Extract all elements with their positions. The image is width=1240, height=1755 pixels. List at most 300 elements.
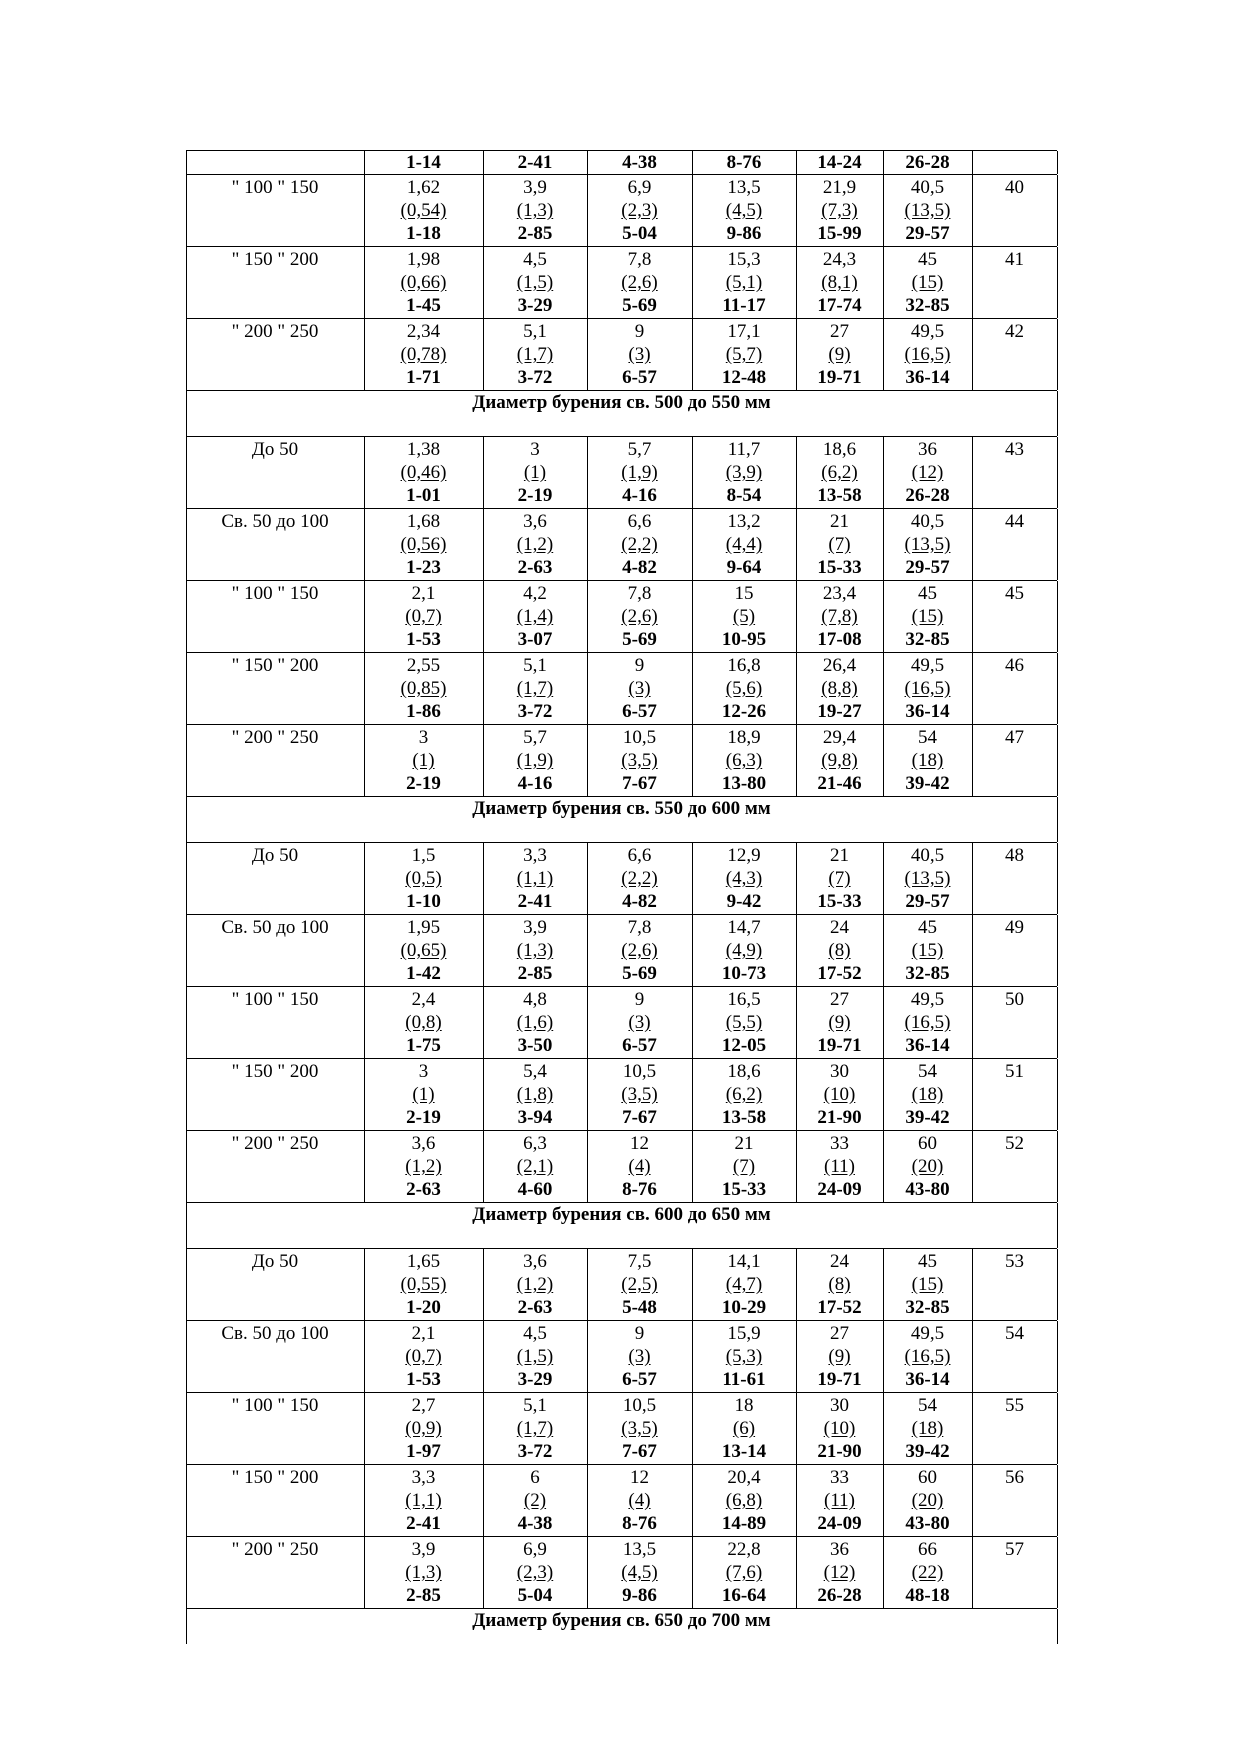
column-rule — [186, 987, 187, 1058]
labor-value: 4,5 — [523, 249, 547, 270]
column-rule — [186, 437, 187, 508]
labor-value: 2,1 — [411, 583, 436, 604]
row-number: 55 — [1005, 1395, 1024, 1416]
price-value: 5-69 — [622, 295, 657, 316]
column-rule — [796, 653, 797, 724]
price-value: 8-76 — [622, 1179, 657, 1200]
table-row — [186, 174, 1057, 246]
time-value: (18) — [911, 1418, 944, 1439]
column-rule — [587, 437, 588, 508]
column-rule — [483, 247, 484, 318]
column-rule — [796, 509, 797, 580]
time-value: (15) — [911, 272, 944, 293]
time-value: (0,78) — [400, 344, 447, 365]
price-value: 29-57 — [905, 223, 950, 244]
price-cell — [692, 1537, 796, 1608]
price-value: 8-54 — [726, 485, 762, 506]
column-rule — [186, 725, 187, 796]
table-row — [186, 724, 1057, 796]
column-rule — [483, 653, 484, 724]
table-border — [1057, 820, 1058, 842]
time-value: (6) — [732, 1418, 756, 1439]
price-cell — [692, 653, 796, 724]
row-number: 54 — [1005, 1323, 1024, 1344]
time-value: (0,9) — [405, 1418, 442, 1439]
row-number: 46 — [1005, 655, 1024, 676]
column-rule — [186, 1465, 187, 1536]
price-cell — [883, 1537, 972, 1608]
price-cell — [587, 987, 692, 1058]
labor-value: 54 — [918, 727, 937, 748]
column-rule — [1057, 1059, 1058, 1130]
time-value: (18) — [911, 1084, 944, 1105]
price-cell — [587, 1465, 692, 1536]
price-cell — [692, 581, 796, 652]
price-cell — [483, 319, 587, 390]
price-cell — [796, 1393, 883, 1464]
price-cell — [587, 437, 692, 508]
price-value: 32-85 — [905, 1297, 950, 1318]
price-value: 8-76 — [622, 1513, 657, 1534]
labor-value: 3 — [418, 727, 429, 748]
price-cell — [364, 1249, 483, 1320]
labor-value: 26,4 — [822, 655, 857, 676]
labor-value: 13,5 — [622, 1539, 657, 1560]
labor-value: 13,2 — [727, 511, 761, 532]
column-rule — [587, 915, 588, 986]
column-rule — [883, 319, 884, 390]
price-value: 21-90 — [817, 1107, 862, 1128]
time-value: (3,9) — [725, 462, 763, 483]
price-cell — [587, 319, 692, 390]
labor-value: 7,8 — [627, 583, 652, 604]
table-row — [186, 318, 1057, 390]
column-rule — [587, 1537, 588, 1608]
labor-value: 15 — [734, 583, 754, 604]
price-value: 11-61 — [722, 1369, 766, 1390]
labor-value: 30 — [830, 1395, 849, 1416]
price-value: 1-75 — [406, 1035, 441, 1056]
time-value: (15) — [911, 1274, 944, 1295]
price-value: 1-23 — [406, 557, 441, 578]
labor-value: 1,68 — [406, 511, 441, 532]
table-row — [186, 1320, 1057, 1392]
table-row — [186, 1536, 1057, 1608]
labor-value: 3,6 — [523, 1251, 547, 1272]
time-value: (1,2) — [405, 1156, 442, 1177]
price-cell — [587, 1059, 692, 1130]
time-value: (1,1) — [405, 1490, 442, 1511]
column-rule — [796, 1321, 797, 1392]
labor-value: 6 — [530, 1467, 540, 1488]
section-heading: Диаметр бурения св. 550 до 600 мм — [186, 796, 1057, 820]
column-rule — [972, 581, 973, 652]
table-row — [186, 436, 1057, 508]
column-rule — [483, 175, 484, 246]
price-value: 4-16 — [622, 485, 657, 506]
labor-value: 45 — [918, 1251, 937, 1272]
labor-value: 21,9 — [822, 177, 857, 198]
column-rule — [186, 1059, 187, 1130]
price-value: 4-38 — [622, 152, 657, 173]
labor-value: 7,5 — [627, 1251, 652, 1272]
price-cell — [483, 175, 587, 246]
column-rule — [186, 843, 187, 914]
time-value: (4,5) — [725, 200, 763, 221]
price-value: 2-85 — [406, 1585, 441, 1606]
time-value: (2,6) — [621, 940, 658, 961]
price-value: 13-58 — [721, 1107, 767, 1128]
column-rule — [587, 843, 588, 914]
time-value: (7) — [828, 534, 851, 555]
time-value: (1,8) — [516, 1084, 554, 1105]
price-value: 2-19 — [406, 773, 441, 794]
time-value: (9) — [828, 1012, 851, 1033]
price-cell — [883, 987, 972, 1058]
time-value: (16,5) — [904, 1346, 951, 1367]
table-border — [1057, 1203, 1058, 1226]
column-rule — [1057, 653, 1058, 724]
price-value: 3-72 — [517, 1441, 553, 1462]
column-rule — [883, 1131, 884, 1202]
time-value: (3) — [628, 1012, 651, 1033]
column-rule — [972, 987, 973, 1058]
column-rule — [1057, 843, 1058, 914]
time-value: (1,4) — [516, 606, 554, 627]
column-rule — [1057, 1393, 1058, 1464]
price-value: 39-42 — [905, 1107, 950, 1128]
time-value: (3,5) — [621, 1418, 658, 1439]
column-rule — [186, 915, 187, 986]
time-value: (2) — [523, 1490, 547, 1511]
column-rule — [483, 1465, 484, 1536]
price-cell — [587, 247, 692, 318]
column-rule — [483, 437, 484, 508]
column-rule — [364, 1537, 365, 1608]
price-value: 17-08 — [817, 629, 862, 650]
price-value: 39-42 — [905, 1441, 950, 1462]
column-rule — [972, 1131, 973, 1202]
price-cell — [692, 915, 796, 986]
labor-value: 12 — [630, 1467, 649, 1488]
labor-value: 45 — [918, 583, 937, 604]
price-cell — [796, 175, 883, 246]
labor-value: 1,5 — [411, 845, 436, 866]
price-value: 16-64 — [721, 1585, 767, 1606]
time-value: (0,46) — [400, 462, 447, 483]
column-rule — [587, 319, 588, 390]
column-rule — [692, 653, 693, 724]
column-rule — [364, 843, 365, 914]
table-border — [1057, 391, 1058, 414]
time-value: (0,7) — [405, 606, 442, 627]
column-rule — [972, 151, 973, 174]
time-value: (4,7) — [725, 1274, 763, 1295]
section-gap — [186, 820, 1057, 842]
column-rule — [1057, 175, 1058, 246]
column-rule — [186, 1393, 187, 1464]
price-cell — [587, 915, 692, 986]
price-value: 29-57 — [905, 891, 950, 912]
price-value: 2-63 — [517, 557, 553, 578]
price-value: 19-71 — [817, 1035, 862, 1056]
labor-value: 15,3 — [727, 249, 761, 270]
time-value: (2,2) — [621, 868, 658, 889]
column-rule — [796, 843, 797, 914]
labor-value: 5,1 — [523, 321, 547, 342]
price-cell — [483, 1249, 587, 1320]
time-value: (1,9) — [516, 750, 554, 771]
column-rule — [796, 1537, 797, 1608]
column-rule — [883, 151, 884, 174]
price-value: 17-52 — [817, 963, 862, 984]
price-cell — [587, 581, 692, 652]
price-value: 2-85 — [517, 963, 553, 984]
column-rule — [1057, 725, 1058, 796]
time-value: (0,66) — [400, 272, 447, 293]
time-value: (13,5) — [904, 534, 951, 555]
column-rule — [883, 437, 884, 508]
time-value: (8,8) — [821, 678, 858, 699]
price-cell — [692, 1059, 796, 1130]
price-value: 1-14 — [406, 152, 441, 173]
price-value: 10-29 — [721, 1297, 767, 1318]
column-rule — [364, 175, 365, 246]
row-number: 41 — [1005, 249, 1024, 270]
price-value: 21-90 — [817, 1441, 862, 1462]
price-cell — [587, 1537, 692, 1608]
time-value: (5,7) — [725, 344, 763, 365]
time-value: (9,8) — [821, 750, 858, 771]
price-value: 4-82 — [622, 557, 657, 578]
price-cell — [692, 437, 796, 508]
price-value: 7-67 — [622, 773, 657, 794]
price-cell — [483, 1537, 587, 1608]
price-value: 36-14 — [905, 701, 950, 722]
time-value: (1) — [523, 462, 547, 483]
price-cell — [364, 581, 483, 652]
table-border — [1057, 414, 1058, 436]
column-rule — [796, 987, 797, 1058]
labor-value: 21 — [830, 845, 849, 866]
column-rule — [186, 175, 187, 246]
row-range-label: Св. 50 до 100 — [221, 511, 329, 532]
time-value: (0,8) — [405, 1012, 442, 1033]
labor-value: 33 — [830, 1133, 849, 1154]
labor-value: 2,4 — [411, 989, 436, 1010]
price-value: 2-85 — [517, 223, 553, 244]
time-value: (6,2) — [821, 462, 858, 483]
labor-value: 45 — [918, 249, 937, 270]
column-rule — [364, 915, 365, 986]
time-value: (2,6) — [621, 272, 658, 293]
price-cell — [364, 437, 483, 508]
price-value: 26-28 — [905, 485, 950, 506]
time-value: (15) — [911, 606, 944, 627]
price-cell — [796, 725, 883, 796]
table-row — [186, 652, 1057, 724]
price-cell — [796, 843, 883, 914]
labor-value: 10,5 — [622, 1061, 657, 1082]
labor-value: 1,95 — [406, 917, 441, 938]
column-rule — [692, 843, 693, 914]
price-cell — [483, 1321, 587, 1392]
price-value: 19-71 — [817, 1369, 862, 1390]
time-value: (4,5) — [621, 1562, 658, 1583]
price-cell — [587, 151, 692, 174]
labor-value: 16,8 — [727, 655, 761, 676]
price-value: 13-58 — [817, 485, 862, 506]
price-value: 5-04 — [622, 223, 657, 244]
labor-value: 6,9 — [523, 1539, 547, 1560]
price-cell — [692, 509, 796, 580]
price-value: 15-33 — [817, 891, 862, 912]
column-rule — [364, 319, 365, 390]
column-rule — [364, 437, 365, 508]
table-border — [186, 820, 187, 842]
column-rule — [692, 247, 693, 318]
labor-value: 66 — [918, 1539, 937, 1560]
column-rule — [883, 843, 884, 914]
price-cell — [796, 1321, 883, 1392]
price-value: 1-97 — [406, 1441, 441, 1462]
price-cell — [692, 1465, 796, 1536]
price-value: 3-29 — [517, 295, 553, 316]
price-value: 15-99 — [817, 223, 862, 244]
table-row — [186, 1464, 1057, 1536]
table-row — [186, 986, 1057, 1058]
price-cell — [587, 509, 692, 580]
time-value: (5) — [732, 606, 756, 627]
price-value: 3-72 — [517, 701, 553, 722]
price-cell — [883, 247, 972, 318]
time-value: (3,5) — [621, 1084, 658, 1105]
price-cell — [692, 987, 796, 1058]
column-rule — [883, 1465, 884, 1536]
time-value: (4) — [628, 1156, 651, 1177]
time-value: (5,5) — [725, 1012, 763, 1033]
row-range-label: До 50 — [251, 1251, 299, 1272]
column-rule — [186, 319, 187, 390]
price-cell — [796, 509, 883, 580]
price-cell — [483, 843, 587, 914]
price-cell — [483, 151, 587, 174]
labor-value: 60 — [918, 1133, 937, 1154]
column-rule — [692, 1465, 693, 1536]
labor-value: 18,9 — [727, 727, 761, 748]
price-value: 1-86 — [406, 701, 441, 722]
price-value: 1-71 — [406, 367, 441, 388]
time-value: (1) — [412, 750, 435, 771]
column-rule — [796, 1465, 797, 1536]
labor-value: 40,5 — [910, 511, 945, 532]
time-value: (0,7) — [405, 1346, 442, 1367]
price-cell — [587, 1131, 692, 1202]
time-value: (15) — [911, 940, 944, 961]
column-rule — [364, 1249, 365, 1320]
column-rule — [796, 581, 797, 652]
time-value: (16,5) — [904, 344, 951, 365]
time-value: (6,8) — [725, 1490, 763, 1511]
table-border — [1057, 1609, 1058, 1632]
time-value: (2,1) — [516, 1156, 554, 1177]
labor-value: 1,62 — [406, 177, 441, 198]
column-rule — [796, 1393, 797, 1464]
price-value: 13-80 — [721, 773, 767, 794]
time-value: (7) — [828, 868, 851, 889]
column-rule — [883, 1537, 884, 1608]
labor-value: 2,7 — [411, 1395, 436, 1416]
price-value: 32-85 — [905, 963, 950, 984]
column-rule — [972, 1465, 973, 1536]
price-cell — [796, 653, 883, 724]
price-cell — [796, 151, 883, 174]
price-cell — [692, 725, 796, 796]
labor-value: 7,8 — [627, 917, 652, 938]
row-range-label: " 200 " 250 — [231, 1133, 319, 1154]
price-cell — [796, 1131, 883, 1202]
table-row — [186, 246, 1057, 318]
labor-value: 15,9 — [727, 1323, 761, 1344]
time-value: (3) — [628, 1346, 651, 1367]
row-range-label: " 100 " 150 — [231, 583, 319, 604]
price-value: 48-18 — [905, 1585, 950, 1606]
price-cell — [883, 1059, 972, 1130]
price-value: 3-50 — [517, 1035, 553, 1056]
price-cell — [796, 319, 883, 390]
row-number: 57 — [1005, 1539, 1024, 1560]
column-rule — [883, 175, 884, 246]
price-cell — [796, 437, 883, 508]
price-cell — [364, 843, 483, 914]
time-value: (0,65) — [400, 940, 447, 961]
labor-value: 13,5 — [727, 177, 761, 198]
labor-value: 9 — [634, 1323, 645, 1344]
table-border — [186, 1609, 187, 1632]
price-value: 19-71 — [817, 367, 862, 388]
time-value: (7) — [732, 1156, 756, 1177]
price-cell — [364, 987, 483, 1058]
price-value: 19-27 — [817, 701, 862, 722]
price-value: 9-64 — [726, 557, 762, 578]
price-cell — [364, 1321, 483, 1392]
time-value: (1,7) — [516, 344, 554, 365]
price-value: 10-95 — [721, 629, 767, 650]
column-rule — [587, 653, 588, 724]
section-heading: Диаметр бурения св. 600 до 650 мм — [186, 1202, 1057, 1226]
price-value: 2-41 — [517, 891, 553, 912]
labor-value: 36 — [830, 1539, 849, 1560]
table-border — [1057, 1632, 1058, 1644]
column-rule — [364, 509, 365, 580]
column-rule — [796, 1249, 797, 1320]
column-rule — [1057, 915, 1058, 986]
column-rule — [692, 1321, 693, 1392]
column-rule — [692, 175, 693, 246]
time-value: (4,9) — [725, 940, 763, 961]
column-rule — [483, 1321, 484, 1392]
column-rule — [692, 725, 693, 796]
price-value: 2-41 — [517, 152, 553, 173]
time-value: (11) — [824, 1156, 855, 1177]
price-cell — [364, 1131, 483, 1202]
price-value: 3-29 — [517, 1369, 553, 1390]
table-row — [186, 580, 1057, 652]
price-value: 2-19 — [406, 1107, 441, 1128]
column-rule — [883, 915, 884, 986]
price-value: 2-63 — [517, 1297, 553, 1318]
time-value: (6,2) — [725, 1084, 763, 1105]
